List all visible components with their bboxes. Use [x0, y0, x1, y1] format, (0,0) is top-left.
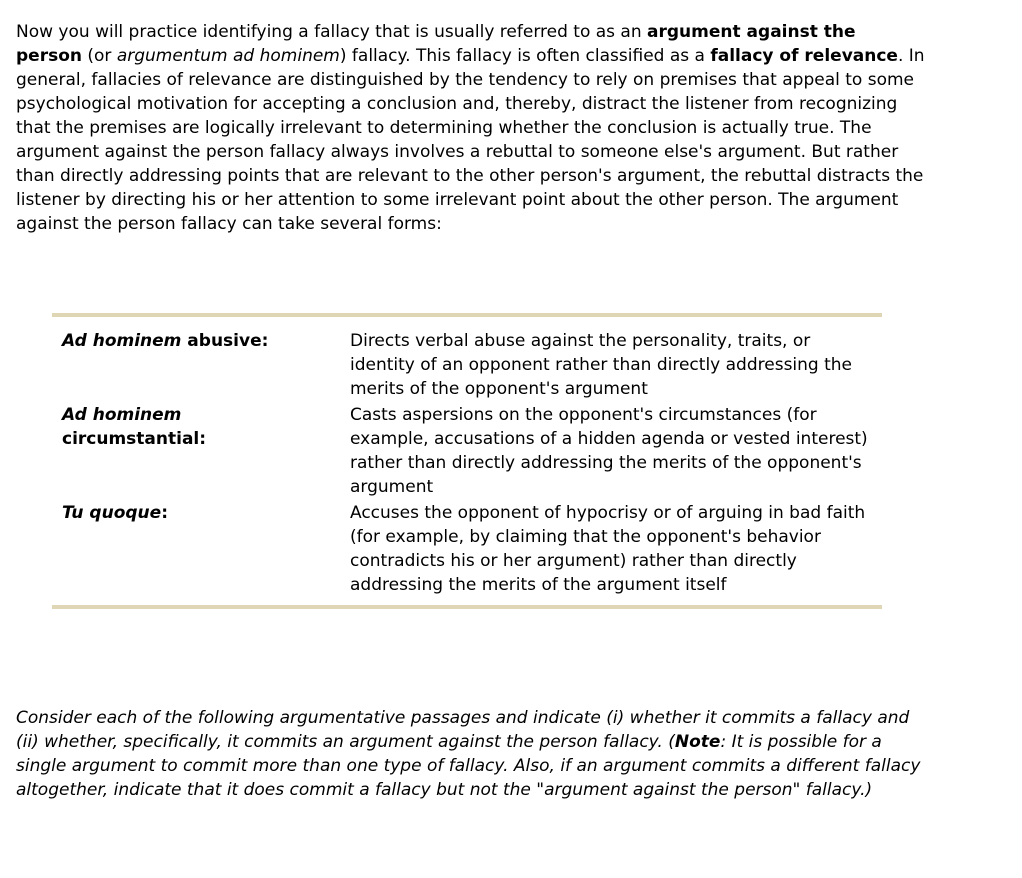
- definition-term: [62, 403, 342, 451]
- instructions-text-2: : It is possible for a single argument to commit more than one type of fallacy. Also, if an argument commits a different fallacy altogether, indicate that it does commit a fallacy but not the "argument against the person" fallacy.): [16, 732, 921, 800]
- definition-term-rest: circumstantial:: [62, 429, 207, 449]
- intro-term-argument-against-person: argument against the person: [16, 22, 856, 66]
- definition-description: Directs verbal abuse against the personality, traits, or identity of an opponent rather than directly addressing the merits of the opponent's argument: [350, 331, 853, 399]
- definition-term-rest: :: [161, 503, 168, 523]
- definitions-table: [52, 313, 882, 609]
- intro-text-3: ) fallacy. This fallacy is often classified as a: [339, 46, 711, 66]
- instructions-note-label: Note: [674, 732, 721, 752]
- intro-text-1: Now you will practice identifying a fallacy that is usually referred to as an: [16, 22, 648, 42]
- intro-text-4: . In general, fallacies of relevance are distinguished by the tendency to rely on premises that appeal to some psychological motivation for accepting a conclusion and, thereby, distract the listener from recognizing that the premises are logically irrelevant to determining whether the conclusion is actually true. The argument against the person fallacy always involves a rebuttal to someone else's argument. But rather than directly addressing points that are relevant to the other person's argument, the rebuttal distracts the listener by directing his or her attention to some irrelevant point about the other person. The argument against the person fallacy can take several forms:: [16, 46, 925, 234]
- definition-term-italic: Ad hominem: [62, 405, 182, 425]
- definition-description: Accuses the opponent of hypocrisy or of arguing in bad faith (for example, by claiming that the opponent's behavior contradicts his or her argument) rather than directly addressing the merits of the argument itself: [350, 503, 866, 595]
- definition-term-italic: Tu quoque: [62, 503, 162, 523]
- intro-term-fallacy-of-relevance: fallacy of relevance: [710, 46, 898, 66]
- definition-description: Casts aspersions on the opponent's circumstances (for example, accusations of a hidden agenda or vested interest) rather than directly addressing the merits of the opponent's argument: [350, 405, 868, 497]
- intro-term-latin: argumentum ad hominem: [116, 46, 340, 66]
- definition-term: [62, 329, 342, 353]
- definition-term-italic: Ad hominem: [62, 331, 182, 351]
- instructions-text-1: Consider each of the following argumentative passages and indicate (i) whether it commits a fallacy and (ii) whether, specifically, it commits an argument against the person fallacy. (: [16, 708, 910, 752]
- intro-text-2: (or: [81, 46, 117, 66]
- instructions-paragraph: [16, 706, 931, 802]
- intro-paragraph: [16, 20, 926, 236]
- definition-term: [62, 501, 342, 525]
- definition-term-rest: abusive:: [181, 331, 269, 351]
